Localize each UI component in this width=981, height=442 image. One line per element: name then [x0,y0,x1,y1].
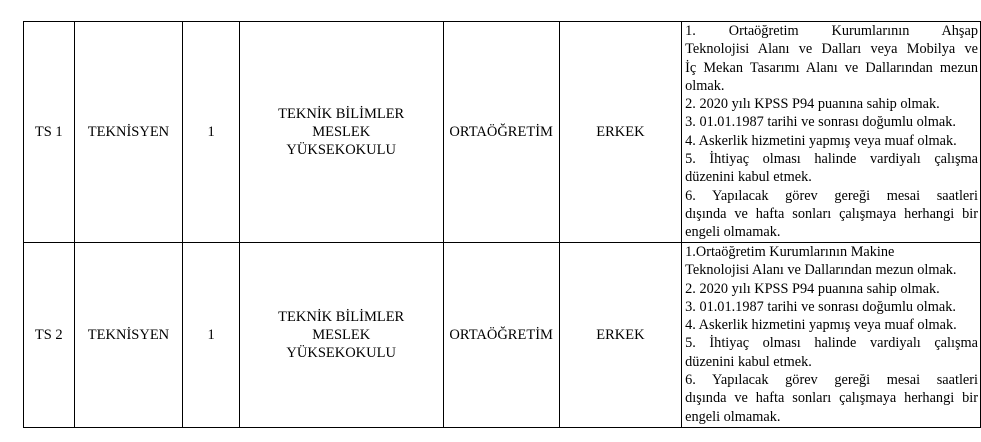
requirement-line: düzenini kabul etmek. [685,169,812,186]
requirement-line: İç Mekan Tasarımı Alanı ve Dallarından mezun [685,59,978,76]
unit-cell [239,243,443,428]
requirements-cell [682,22,981,243]
education-level: ORTAÖĞRETİM [443,22,559,243]
table-row [24,243,981,428]
requirement-line: 5. İhtiyaç olması halinde vardiyalı çalışma [685,335,978,352]
unit-line: YÜKSEKOKULU [286,142,396,158]
unit-line: YÜKSEKOKULU [286,345,396,361]
position-code: TS 2 [24,243,75,428]
requirement-line: 3. 01.01.1987 tarihi ve sonrası doğumlu olmak. [685,114,956,131]
unit-line: TEKNİK BİLİMLER [278,309,405,325]
unit-line: MESLEK [312,327,371,343]
requirement-line: 4. Askerlik hizmetini yapmış veya muaf olmak. [685,132,957,149]
requirement-line: 6. Yapılacak görev gereği mesai saatleri [685,372,978,389]
requirement-line: engeli olmamak. [685,224,781,241]
position-title: TEKNİSYEN [74,243,183,428]
position-code: TS 1 [24,22,75,243]
requirement-line: dışında ve hafta sonları çalışmaya herhangi bir [685,390,978,407]
requirement-line: 2. 2020 yılı KPSS P94 puanına sahip olmak. [685,280,940,297]
table-row [24,22,981,243]
position-count: 1 [183,22,239,243]
gender: ERKEK [559,243,681,428]
requirement-line: Teknolojisi Alanı ve Dallarından mezun olmak. [685,262,957,279]
position-title: TEKNİSYEN [74,22,183,243]
requirement-line: 1. Ortaöğretim Kurumlarının Ahşap [685,23,978,39]
gender: ERKEK [559,22,681,243]
requirements-cell [682,243,981,428]
requirement-line: 3. 01.01.1987 tarihi ve sonrası doğumlu olmak. [685,298,956,315]
requirement-line: 1.Ortaöğretim Kurumlarının Makine [685,244,895,260]
requirement-line: olmak. [685,77,725,94]
requirement-line: engeli olmamak. [685,408,781,425]
requirement-line: dışında ve hafta sonları çalışmaya herhangi bir [685,205,978,222]
requirement-line: 5. İhtiyaç olması halinde vardiyalı çalışma [685,151,978,168]
requirement-line: Teknolojisi Alanı ve Dalları veya Mobilya ve [685,41,978,58]
requirement-line: düzenini kabul etmek. [685,353,812,370]
position-count: 1 [183,243,239,428]
requirement-line: 6. Yapılacak görev gereği mesai saatleri [685,187,978,204]
requirement-line: 2. 2020 yılı KPSS P94 puanına sahip olmak. [685,96,940,113]
unit-line: MESLEK [312,124,371,140]
unit-line: TEKNİK BİLİMLER [278,106,405,122]
requirement-line: 4. Askerlik hizmetini yapmış veya muaf olmak. [685,317,957,334]
unit-cell [239,22,443,243]
positions-table [23,21,981,428]
education-level: ORTAÖĞRETİM [443,243,559,428]
